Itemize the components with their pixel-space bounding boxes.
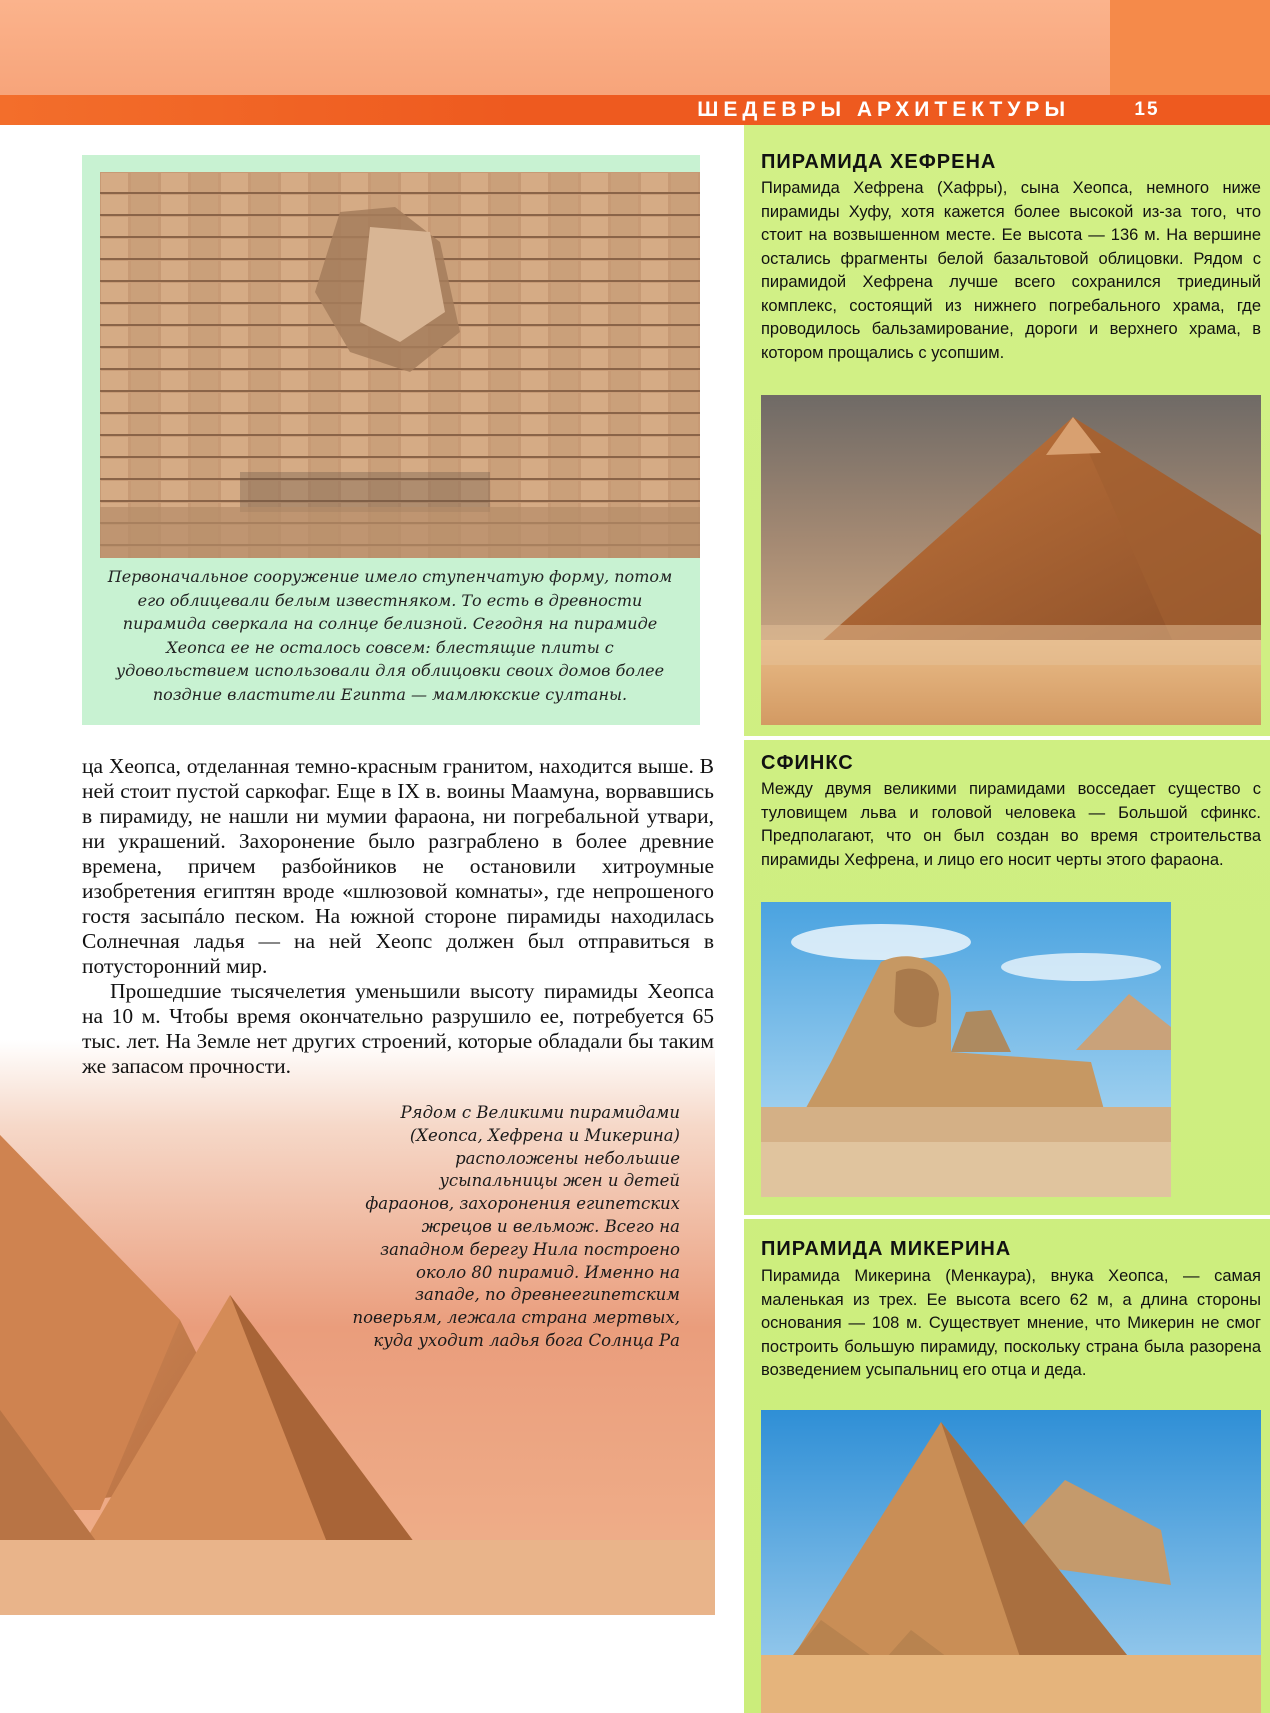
main-photo-caption: Первоначальное сооружение имело ступенчатую форму, потом его облицевали белым известняком. То есть в древности пирамида сверкала на солнце белизной. Сегодня на пирамиде Хеопса ее не осталось совсем: блестящие плиты с удовольствием использовали для облицовки своих домов более поздние властители Египта — мамлюкские султаны. (107, 567, 673, 704)
sphinx-text: Между двумя великими пирамидами восседает существо с туловищем льва и головой человека — Большой сфинкс. Предполагают, что он был создан во время строительства пирамиды Хефрена, и лицо его носит черты этого фараона. (761, 780, 1261, 869)
sphinx-heading: СФИНКС (761, 752, 854, 774)
menkaure-pyramids-photo (761, 1410, 1261, 1713)
body-paragraph: Прошедшие тысячелетия уменьшили высоту пирамиды Хеопса на 10 м. Чтобы время окончательно разрушило ее, потребуется 65 тыс. лет. На Земле нет других строений, которые обладали бы таким же запасом прочности. (82, 979, 714, 1078)
khafre-heading: ПИРАМИДА ХЕФРЕНА (761, 151, 997, 173)
sphinx-photo (761, 902, 1171, 1197)
pyramids-caption: Рядом с Великими пирамидами (Хеопса, Хефрена и Микерина) расположены небольшие усыпальницы жен и детей фараонов, захоронения египетских жрецов и вельмож. Всего на западном берегу Нила построено около 80 пирамид. Именно на западе, по древнеегипетским поверьям, лежала страна мертвых, куда уходит ладья бога Солнца Ра (352, 1103, 680, 1350)
header-strip (0, 95, 1270, 125)
body-paragraph: ца Хеопса, отделанная темно-красным гранитом, находится выше. В ней стоит пустой саркофаг. Еще в IX в. воины Маамуна, ворвавшись в пирамиду, не нашли ни мумии фараона, ни погребальной утвари, ни украшений. Захоронение было разграблено в более древние времена, причем разбойников не остановили хитроумные изобретения египтян вроде «шлюзовой комнаты», где непрошеного гостя засыпáло песком. На южной стороне пирамиды находилась Солнечная ладья — на ней Хеопс должен был отправиться в потусторонний мир. (82, 754, 714, 978)
khafre-pyramid-photo (761, 395, 1261, 725)
sidebar-divider (744, 736, 1270, 740)
header-strip-fade (0, 95, 520, 125)
menkaure-heading: ПИРАМИДА МИКЕРИНА (761, 1238, 1012, 1260)
top-band (0, 0, 1270, 95)
menkaure-text: Пирамида Микерина (Менкаура), внука Хеопса, — самая маленькая из трех. Ее высота всего 62 м, а длина стороны основания — 108 м. Существует мнение, что Микерин не смог построить большую пирамиду, поскольку страна была разорена возведением усыпальниц его отца и деда. (761, 1267, 1261, 1379)
great-pyramid-masonry-photo (100, 172, 700, 558)
top-band-accent (1110, 0, 1270, 95)
body-text (82, 754, 714, 1079)
sidebar-divider (744, 1215, 1270, 1219)
khafre-text: Пирамида Хефрена (Хафры), сына Хеопса, немного ниже пирамиды Хуфу, хотя кажется более высокой из-за того, что стоит на возвышенном месте. Ее высота — 136 м. На вершине остались фрагменты белой базальтовой облицовки. Рядом с пирамидой Хефрена лучше всего сохранился триединый комплекс, состоящий из нижнего погребального храма, где проводилось бальзамирование, дороги и верхнего храма, в котором прощались с усопшим. (761, 179, 1261, 362)
sidebar (744, 125, 1270, 1713)
page-number: 15 (1134, 99, 1160, 120)
section-title: ШЕДЕВРЫ АРХИТЕКТУРЫ (697, 98, 1070, 121)
